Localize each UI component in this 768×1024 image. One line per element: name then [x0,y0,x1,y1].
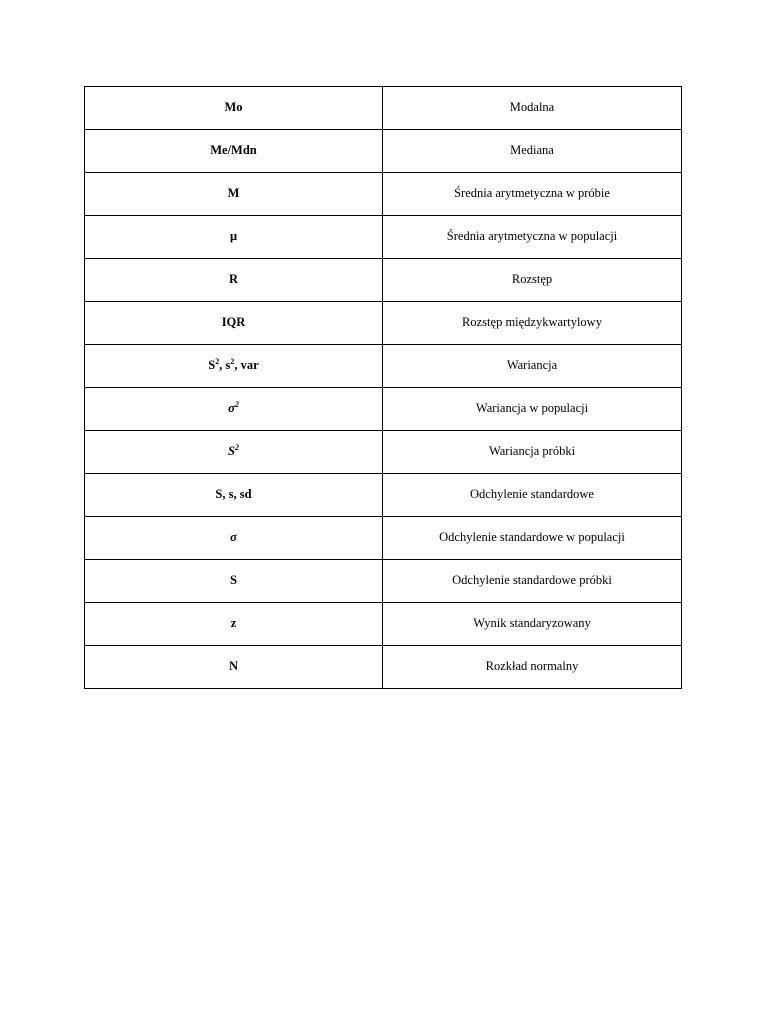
symbol-superscript: 2 [230,356,235,366]
symbol-cell: R [85,259,383,302]
symbol-cell: IQR [85,302,383,345]
table-row [85,259,682,302]
table-row [85,474,682,517]
description-cell: Rozkład normalny [383,646,682,689]
symbol-cell: Mo [85,87,383,130]
description-cell: Modalna [383,87,682,130]
table-row [85,646,682,689]
symbol-base: , var [234,358,259,373]
symbol-base: σ [228,401,235,416]
symbol-cell: z [85,603,383,646]
description-cell: Średnia arytmetyczna w populacji [383,216,682,259]
table-row [85,431,682,474]
table-row [85,130,682,173]
description-cell: Odchylenie standardowe [383,474,682,517]
symbol-cell: S [85,560,383,603]
table-row [85,345,682,388]
description-cell: Rozstęp międzykwartylowy [383,302,682,345]
table-row [85,302,682,345]
description-cell: Mediana [383,130,682,173]
symbol-cell: N [85,646,383,689]
symbol-superscript: 2 [215,356,220,366]
description-cell: Średnia arytmetyczna w próbie [383,173,682,216]
symbol-cell [85,388,383,431]
table-body [85,87,682,689]
statistics-symbols-table [84,86,682,689]
symbol-base: , s [219,358,231,373]
description-cell: Wynik standaryzowany [383,603,682,646]
symbol-cell: μ [85,216,383,259]
table-row [85,517,682,560]
table-row [85,87,682,130]
description-cell: Odchylenie standardowe próbki [383,560,682,603]
symbol-cell: σ [85,517,383,560]
table-row [85,603,682,646]
symbol-base: S [208,358,216,373]
symbol-cell [85,345,383,388]
symbol-base: S [228,444,235,459]
symbol-cell: Me/Mdn [85,130,383,173]
description-cell: Odchylenie standardowe w populacji [383,517,682,560]
symbol-cell: M [85,173,383,216]
description-cell: Wariancja w populacji [383,388,682,431]
description-cell: Wariancja próbki [383,431,682,474]
symbol-superscript: 2 [234,442,239,452]
description-cell: Rozstęp [383,259,682,302]
symbol-cell [85,431,383,474]
symbol-cell: S, s, sd [85,474,383,517]
symbol-superscript: 2 [234,399,239,409]
description-cell: Wariancja [383,345,682,388]
table-row [85,216,682,259]
table-row [85,560,682,603]
table-row [85,173,682,216]
table-row [85,388,682,431]
